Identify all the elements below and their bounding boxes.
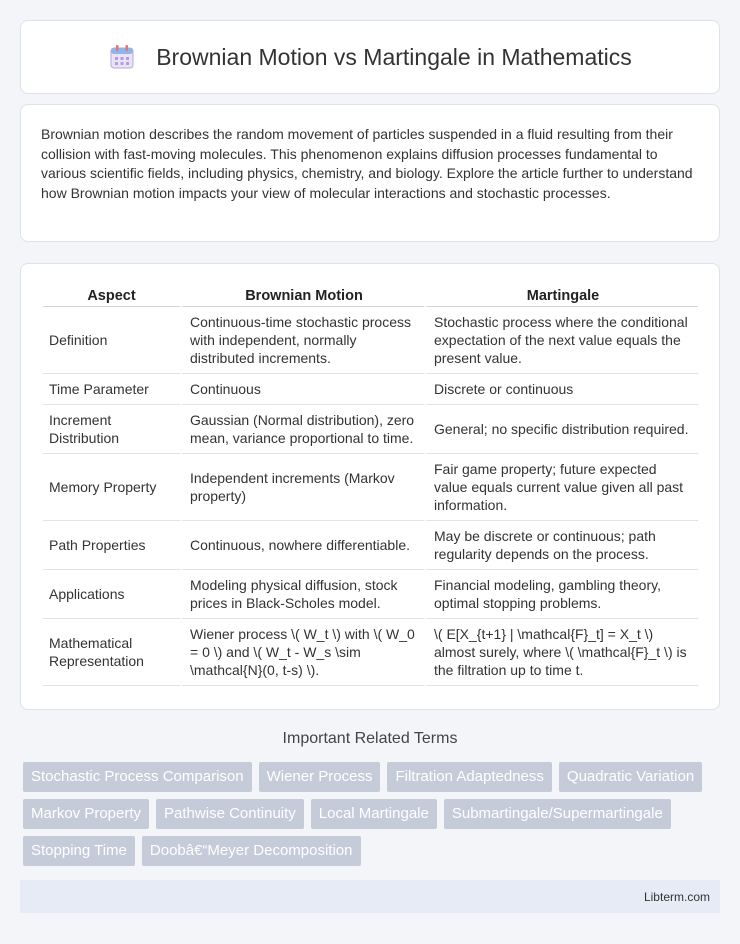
table-cell: Memory Property xyxy=(43,454,180,521)
intro-card xyxy=(20,104,720,242)
related-terms-list xyxy=(23,762,723,873)
related-term-tag[interactable]: Pathwise Continuity xyxy=(156,799,304,829)
related-term-tag[interactable]: Wiener Process xyxy=(259,762,381,792)
column-header: Brownian Motion xyxy=(180,284,424,307)
table-header-row xyxy=(43,284,698,307)
table-cell: Gaussian (Normal distribution), zero mean, variance proportional to time. xyxy=(180,405,424,454)
table-cell: Time Parameter xyxy=(43,374,180,405)
table-cell: Definition xyxy=(43,307,180,374)
related-term-tag[interactable]: Stopping Time xyxy=(23,836,135,866)
table-cell: \( E[X_{t+1} | \mathcal{F}_t] = X_t \) almost surely, where \( \mathcal{F}_t \) is the filtration up to time t. xyxy=(424,619,698,686)
table-cell: Continuous, nowhere differentiable. xyxy=(180,521,424,570)
table-row xyxy=(43,619,698,686)
related-term-tag[interactable]: Stochastic Process Comparison xyxy=(23,762,252,792)
page-title: Brownian Motion vs Martingale in Mathematics xyxy=(156,43,632,70)
table-cell: Fair game property; future expected value equals current value given all past information. xyxy=(424,454,698,521)
table-cell: Mathematical Representation xyxy=(43,619,180,686)
related-term-tag[interactable]: Quadratic Variation xyxy=(559,762,702,792)
related-term-tag[interactable]: Doobâ€“Meyer Decomposition xyxy=(142,836,361,866)
table-cell: Financial modeling, gambling theory, optimal stopping problems. xyxy=(424,570,698,619)
related-term-tag[interactable]: Markov Property xyxy=(23,799,149,829)
table-row xyxy=(43,405,698,454)
footer xyxy=(20,880,720,913)
related-term-tag[interactable]: Filtration Adaptedness xyxy=(387,762,551,792)
column-header: Aspect xyxy=(43,284,180,307)
table-cell: Increment Distribution xyxy=(43,405,180,454)
table-row xyxy=(43,374,698,405)
table-row xyxy=(43,454,698,521)
table-cell: Independent increments (Markov property) xyxy=(180,454,424,521)
table-cell: Stochastic process where the conditional expectation of the next value equals the present value. xyxy=(424,307,698,374)
table-row xyxy=(43,307,698,374)
related-term-tag[interactable]: Submartingale/Supermartingale xyxy=(444,799,671,829)
table-cell: General; no specific distribution required. xyxy=(424,405,698,454)
table-cell: May be discrete or continuous; path regularity depends on the process. xyxy=(424,521,698,570)
table-cell: Path Properties xyxy=(43,521,180,570)
comparison-table xyxy=(43,284,698,686)
table-cell: Applications xyxy=(43,570,180,619)
table-cell: Discrete or continuous xyxy=(424,374,698,405)
table-row xyxy=(43,521,698,570)
table-row xyxy=(43,570,698,619)
related-terms-title: Important Related Terms xyxy=(282,730,458,747)
table-cell: Continuous xyxy=(180,374,424,405)
intro-text: Brownian motion describes the random movement of particles suspended in a fluid resulting from their collision with fast-moving molecules. This phenomenon explains diffusion processes fundamental to various scientific fields, including physics, chemistry, and biology. Explore the article further to understand how Brownian motion impacts your view of molecular interactions and stochastic processes. xyxy=(41,126,693,201)
header-card xyxy=(20,20,720,94)
column-header: Martingale xyxy=(424,284,698,307)
related-term-tag[interactable]: Local Martingale xyxy=(311,799,437,829)
comparison-table-card xyxy=(20,263,720,710)
table-cell: Wiener process \( W_t \) with \( W_0 = 0 \) and \( W_t - W_s \sim \mathcal{N}(0, t-s) \). xyxy=(180,619,424,686)
calendar-icon xyxy=(108,43,136,71)
table-cell: Continuous-time stochastic process with independent, normally distributed increments. xyxy=(180,307,424,374)
footer-site-link[interactable]: Libterm.com xyxy=(643,890,710,904)
table-cell: Modeling physical diffusion, stock prices in Black-Scholes model. xyxy=(180,570,424,619)
